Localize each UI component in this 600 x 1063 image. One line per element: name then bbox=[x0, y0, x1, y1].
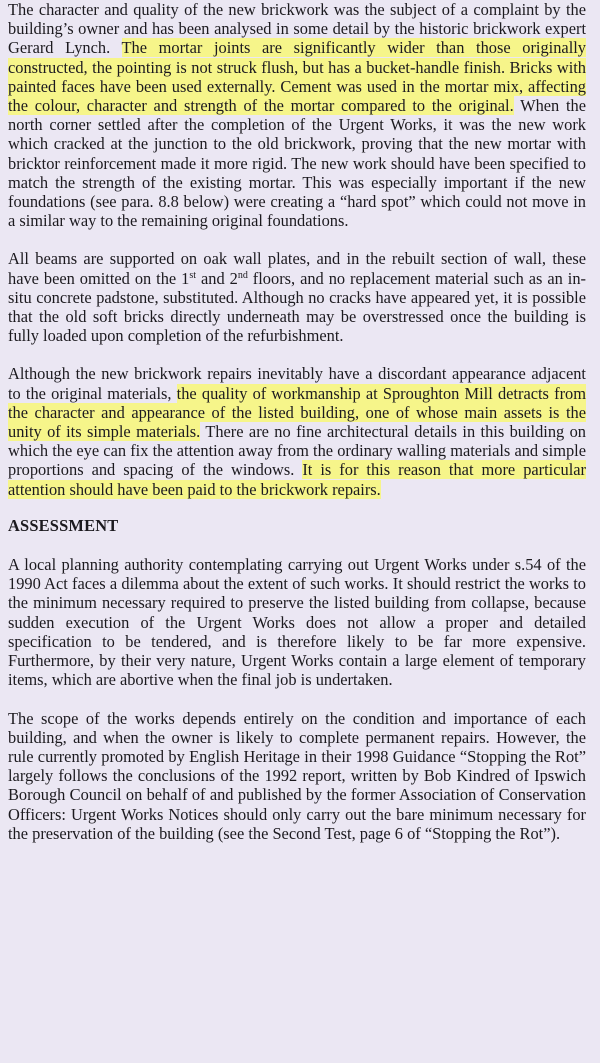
text-run: The character and quality of the new brickwork was the subject of a complaint by the building’s owner and has been analysed in some detail by the historic brickwork expert Gerard Lynch. bbox=[8, 0, 586, 58]
text-run: and 2 bbox=[196, 268, 238, 288]
paragraph-workmanship bbox=[8, 364, 586, 498]
paragraph-brickwork-character bbox=[8, 0, 586, 230]
text-run: Although the new brickwork repairs inevitably have a discordant appearance adjacent to the original materials, bbox=[8, 364, 586, 403]
paragraph-local-planning-authority: A local planning authority contemplating carrying out Urgent Works under s.54 of the 1990 Act faces a dilemma about the extent of such works. It should restrict the works to the minimum necessary required to preserve the listed building from collapse, because sudden execution of the Urgent Works does not allow a proper and detailed specification to be tendered, and is therefore likely to be far more expensive. Furthermore, by their very nature, Urgent Works contain a large element of temporary items, which are abortive when the final job is undertaken. bbox=[8, 555, 586, 690]
text-run: All beams are supported on oak wall plates, and in the rebuilt section of wall, these have been omitted on the 1 bbox=[8, 249, 586, 288]
text-run: There are no fine architectural details in this building on which the eye can fix the attention away from the ordinary walling materials and simple proportions and spacing of the windows. bbox=[8, 422, 586, 480]
highlighted-text: the quality of workmanship at Sproughton Mill detracts from the character and appearance of the listed building, one of whose main assets is the unity of its simple materials. bbox=[8, 383, 586, 442]
superscript: nd bbox=[237, 269, 248, 281]
section-heading: ASSESSMENT bbox=[8, 515, 119, 535]
text-run: When the north corner settled after the completion of the Urgent Works, it was the new work which cracked at the junction to the old brickwork, proving that the new mortar with bricktor reinforcement made it more rigid. The new work should have been specified to match the strength of the existing mortar. This was especially important if the new foundations (see para. 8.8 below) were creating a “hard spot” which could not move in a similar way to the remaining original foundations. bbox=[8, 96, 586, 231]
superscript: st bbox=[189, 269, 197, 281]
text-run: floors, and no replacement material such as an in-situ concrete padstone, substituted. Although no cracks have appeared yet, it is possible that the old soft bricks directly underneath may be overstressed once the building is fully loaded upon completion of the refurbishment. bbox=[8, 268, 587, 346]
paragraph-oak-wall-plates bbox=[8, 249, 586, 345]
highlighted-text: It is for this reason that more particular attention should have been paid to the brickwork repairs. bbox=[8, 460, 586, 499]
paragraph-scope-of-works: The scope of the works depends entirely on the condition and importance of each building, and when the owner is likely to complete permanent repairs. However, the rule currently promoted by English Heritage in their 1998 Guidance “Stopping the Rot” largely follows the conclusions of the 1992 report, written by Bob Kindred of Ipswich Borough Council on behalf of and published by the former Association of Conservation Officers: Urgent Works Notices should only carry out the bare minimum necessary for the preservation of the building (see the Second Test, page 6 of “Stopping the Rot”). bbox=[8, 708, 586, 843]
highlighted-text: The mortar joints are significantly wider than those originally constructed, the pointing is not struck flush, but has a bucket-handle finish. Bricks with painted faces have been used externally. Cement was used in the mortar mix, affecting the colour, character and strength of the mortar compared to the original. bbox=[8, 38, 586, 116]
